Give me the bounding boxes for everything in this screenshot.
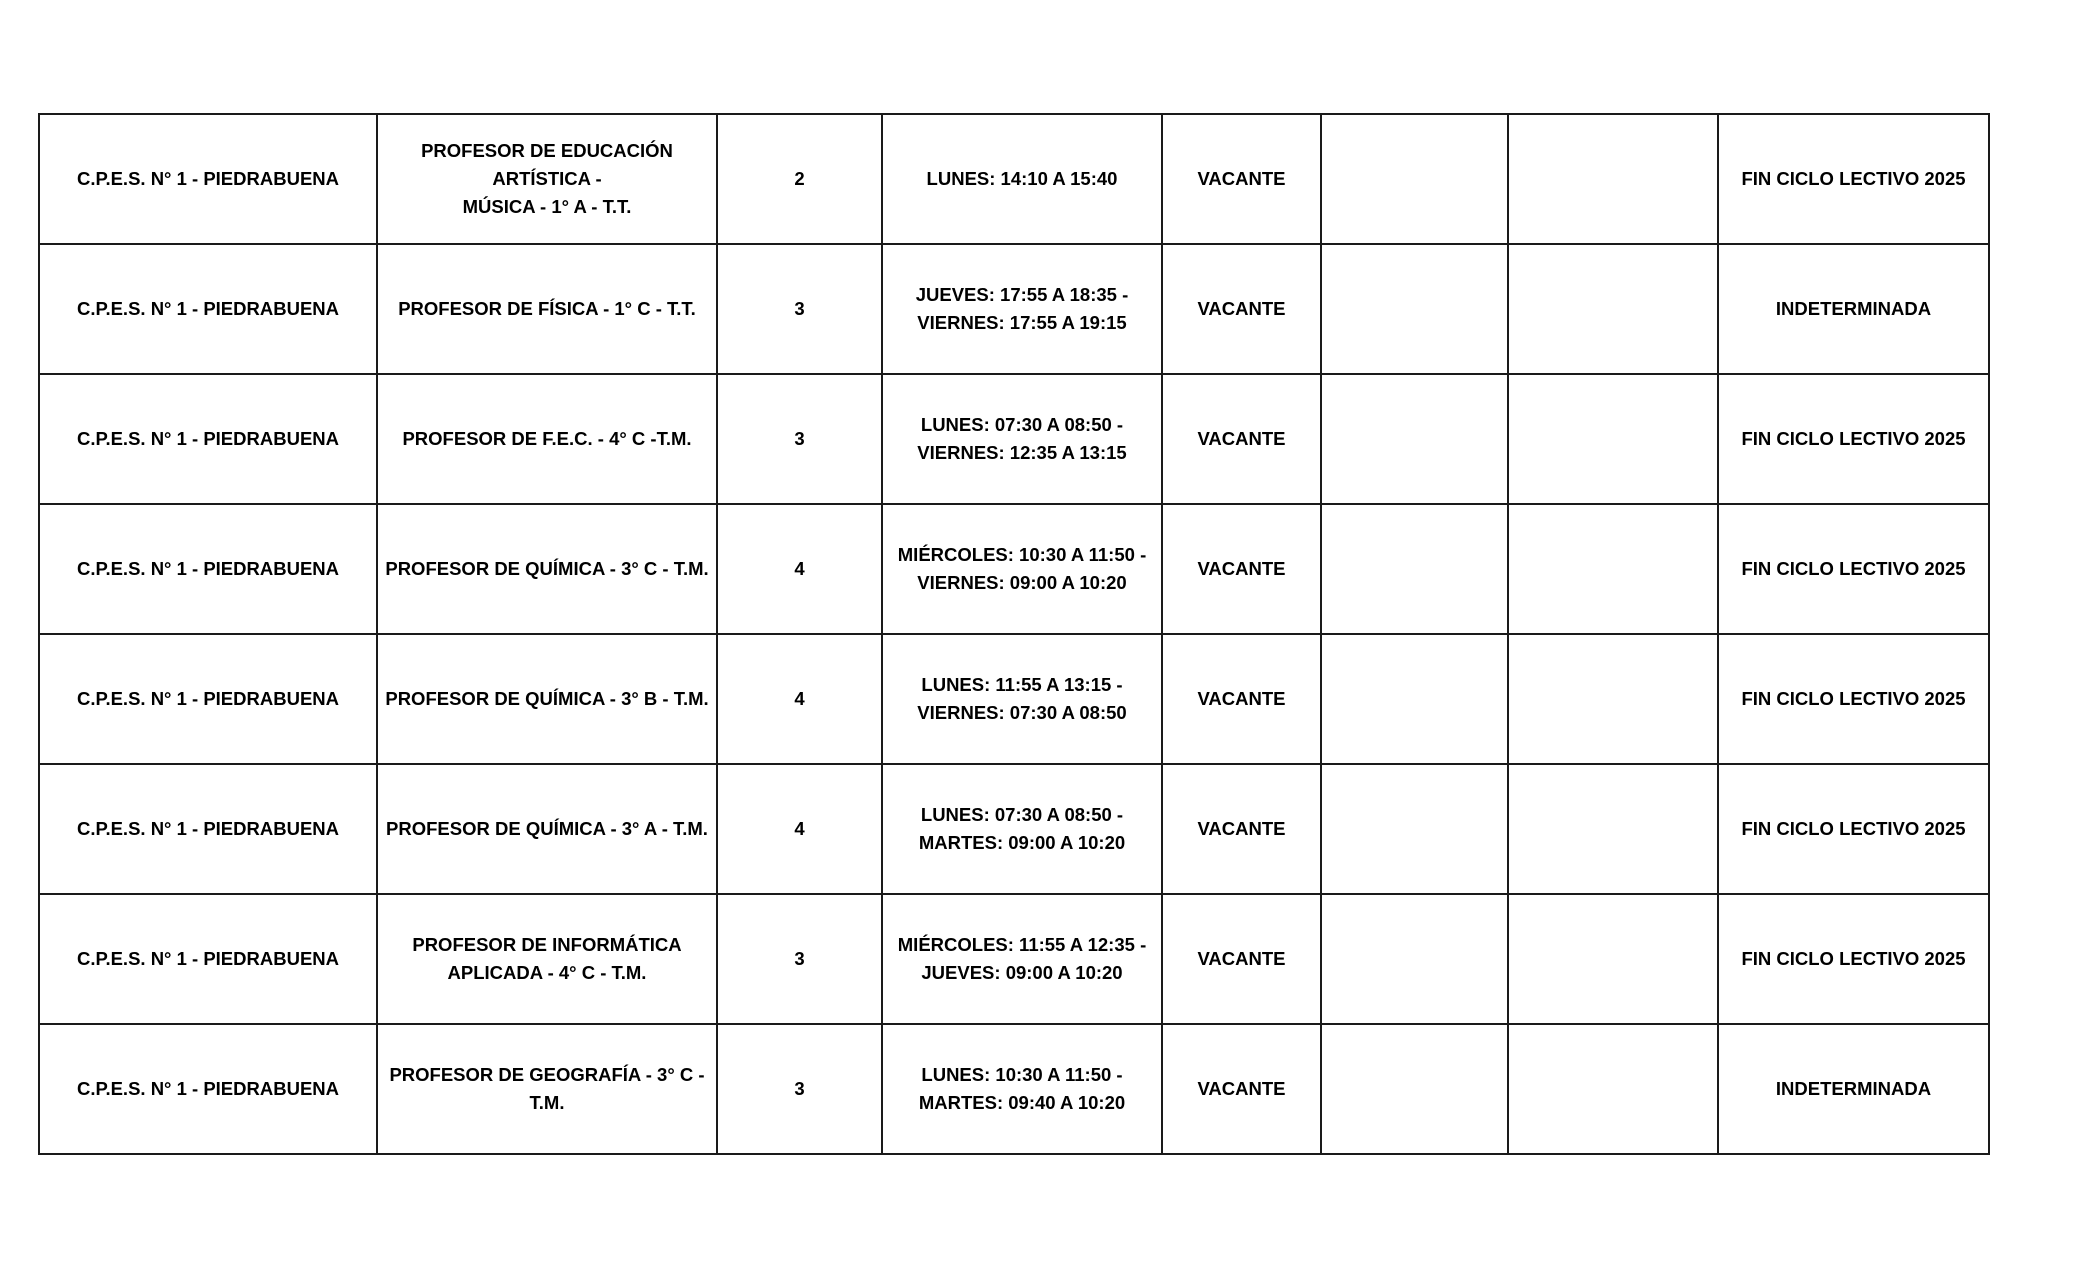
duration-cell: INDETERMINADA	[1718, 1024, 1989, 1154]
position-cell: PROFESOR DE F.E.C. - 4° C -T.M.	[377, 374, 717, 504]
empty-cell	[1321, 764, 1508, 894]
status-cell: VACANTE	[1162, 244, 1321, 374]
position-cell: PROFESOR DE QUÍMICA - 3° A - T.M.	[377, 764, 717, 894]
empty-cell	[1321, 634, 1508, 764]
duration-cell: FIN CICLO LECTIVO 2025	[1718, 374, 1989, 504]
duration-cell: INDETERMINADA	[1718, 244, 1989, 374]
school-cell: C.P.E.S. N° 1 - PIEDRABUENA	[39, 114, 377, 244]
status-cell: VACANTE	[1162, 374, 1321, 504]
empty-cell	[1321, 1024, 1508, 1154]
status-cell: VACANTE	[1162, 1024, 1321, 1154]
school-cell: C.P.E.S. N° 1 - PIEDRABUENA	[39, 634, 377, 764]
empty-cell	[1508, 764, 1718, 894]
schedule-cell: LUNES: 14:10 A 15:40	[882, 114, 1162, 244]
school-cell: C.P.E.S. N° 1 - PIEDRABUENA	[39, 1024, 377, 1154]
empty-cell	[1508, 114, 1718, 244]
schedule-cell: MIÉRCOLES: 11:55 A 12:35 - JUEVES: 09:00 A 10:20	[882, 894, 1162, 1024]
hours-cell: 4	[717, 504, 882, 634]
schedule-cell: LUNES: 10:30 A 11:50 - MARTES: 09:40 A 10:20	[882, 1024, 1162, 1154]
hours-cell: 3	[717, 244, 882, 374]
empty-cell	[1321, 504, 1508, 634]
schedule-cell: JUEVES: 17:55 A 18:35 - VIERNES: 17:55 A 19:15	[882, 244, 1162, 374]
hours-cell: 4	[717, 634, 882, 764]
status-cell: VACANTE	[1162, 894, 1321, 1024]
school-cell: C.P.E.S. N° 1 - PIEDRABUENA	[39, 894, 377, 1024]
school-cell: C.P.E.S. N° 1 - PIEDRABUENA	[39, 764, 377, 894]
position-cell: PROFESOR DE INFORMÁTICA APLICADA - 4° C - T.M.	[377, 894, 717, 1024]
position-cell: PROFESOR DE QUÍMICA - 3° B - T.M.	[377, 634, 717, 764]
position-cell: PROFESOR DE EDUCACIÓN ARTÍSTICA - MÚSICA - 1° A - T.T.	[377, 114, 717, 244]
position-cell: PROFESOR DE QUÍMICA - 3° C - T.M.	[377, 504, 717, 634]
school-cell: C.P.E.S. N° 1 - PIEDRABUENA	[39, 504, 377, 634]
hours-cell: 3	[717, 894, 882, 1024]
school-cell: C.P.E.S. N° 1 - PIEDRABUENA	[39, 374, 377, 504]
empty-cell	[1321, 894, 1508, 1024]
schedule-cell: LUNES: 11:55 A 13:15 - VIERNES: 07:30 A 08:50	[882, 634, 1162, 764]
table-row	[39, 1024, 1989, 1154]
empty-cell	[1321, 244, 1508, 374]
schedule-cell: LUNES: 07:30 A 08:50 - MARTES: 09:00 A 10:20	[882, 764, 1162, 894]
duration-cell: FIN CICLO LECTIVO 2025	[1718, 114, 1989, 244]
empty-cell	[1508, 374, 1718, 504]
hours-cell: 3	[717, 1024, 882, 1154]
status-cell: VACANTE	[1162, 634, 1321, 764]
table-row	[39, 894, 1989, 1024]
empty-cell	[1508, 634, 1718, 764]
empty-cell	[1508, 504, 1718, 634]
table-row	[39, 634, 1989, 764]
empty-cell	[1508, 894, 1718, 1024]
table-row	[39, 374, 1989, 504]
duration-cell: FIN CICLO LECTIVO 2025	[1718, 504, 1989, 634]
table-row	[39, 504, 1989, 634]
hours-cell: 3	[717, 374, 882, 504]
status-cell: VACANTE	[1162, 504, 1321, 634]
hours-cell: 2	[717, 114, 882, 244]
school-cell: C.P.E.S. N° 1 - PIEDRABUENA	[39, 244, 377, 374]
duration-cell: FIN CICLO LECTIVO 2025	[1718, 634, 1989, 764]
position-cell: PROFESOR DE FÍSICA - 1° C - T.T.	[377, 244, 717, 374]
duration-cell: FIN CICLO LECTIVO 2025	[1718, 894, 1989, 1024]
empty-cell	[1508, 244, 1718, 374]
table-row	[39, 114, 1989, 244]
empty-cell	[1508, 1024, 1718, 1154]
empty-cell	[1321, 374, 1508, 504]
table-row	[39, 244, 1989, 374]
status-cell: VACANTE	[1162, 114, 1321, 244]
position-cell: PROFESOR DE GEOGRAFÍA - 3° C - T.M.	[377, 1024, 717, 1154]
schedule-cell: LUNES: 07:30 A 08:50 - VIERNES: 12:35 A 13:15	[882, 374, 1162, 504]
hours-cell: 4	[717, 764, 882, 894]
schedule-cell: MIÉRCOLES: 10:30 A 11:50 - VIERNES: 09:00 A 10:20	[882, 504, 1162, 634]
vacancy-table	[38, 113, 1990, 1155]
status-cell: VACANTE	[1162, 764, 1321, 894]
empty-cell	[1321, 114, 1508, 244]
table-row	[39, 764, 1989, 894]
duration-cell: FIN CICLO LECTIVO 2025	[1718, 764, 1989, 894]
vacancy-table-body	[39, 114, 1989, 1154]
